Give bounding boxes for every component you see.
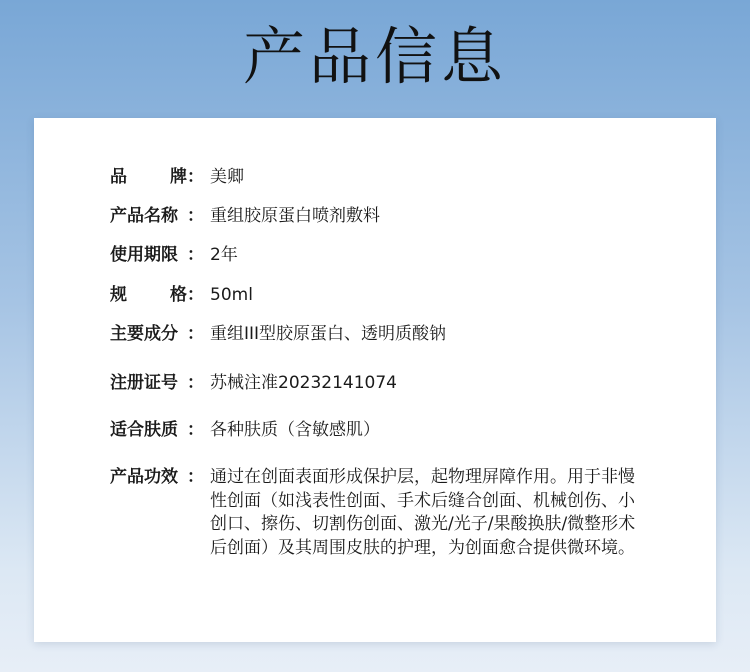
product-name-label: 产品名称: [110, 206, 178, 226]
colon: ：: [187, 206, 204, 226]
colon: ：: [187, 420, 204, 440]
info-row-product-name: [110, 205, 670, 228]
brand-value: 美卿: [210, 167, 244, 187]
registration-label: 注册证号: [110, 373, 178, 393]
colon: ：: [187, 167, 204, 187]
info-row-ingredients: [110, 323, 670, 346]
ingredients-label: 主要成分: [110, 324, 178, 344]
info-row-spec: [110, 284, 670, 307]
registration-value: 苏械注准20232141074: [210, 373, 397, 393]
shelf-life-label: 使用期限: [110, 245, 178, 265]
brand-label-char-1: 品: [110, 167, 127, 187]
skin-type-label: 适合肤质: [110, 420, 178, 440]
efficacy-value: 通过在创面表面形成保护层，起物理屏障作用。用于非慢性创面（如浅表性创面、手术后缝合创面、机械创伤、小创口、擦伤、切割伤创面、激光/光子/果酸换肤/微整形术后创面）及其周围皮肤的护理，为创面愈合提供微环境。: [210, 467, 636, 558]
product-name-value: 重组胶原蛋白喷剂敷料: [210, 206, 380, 226]
info-row-efficacy: [110, 466, 670, 560]
ingredients-value: 重组III型胶原蛋白、透明质酸钠: [210, 324, 447, 344]
colon: ：: [187, 285, 204, 305]
skin-type-value: 各种肤质（含敏感肌）: [210, 420, 380, 440]
spec-value: 50ml: [210, 285, 253, 305]
spec-label-char-2: 格: [170, 285, 187, 305]
info-row-brand: [110, 166, 670, 189]
page-title: 产品信息: [242, 20, 507, 93]
colon: ：: [187, 324, 204, 344]
colon: ：: [187, 467, 204, 487]
product-info-card: [34, 118, 716, 642]
brand-label-char-2: 牌: [170, 167, 187, 187]
shelf-life-value: 2年: [210, 245, 238, 265]
info-row-registration: [110, 372, 670, 395]
efficacy-label: 产品功效: [110, 467, 178, 487]
colon: ：: [187, 245, 204, 265]
info-row-shelf-life: [110, 244, 670, 267]
colon: ：: [187, 373, 204, 393]
spec-label-char-1: 规: [110, 285, 127, 305]
info-row-skin-type: [110, 419, 670, 442]
